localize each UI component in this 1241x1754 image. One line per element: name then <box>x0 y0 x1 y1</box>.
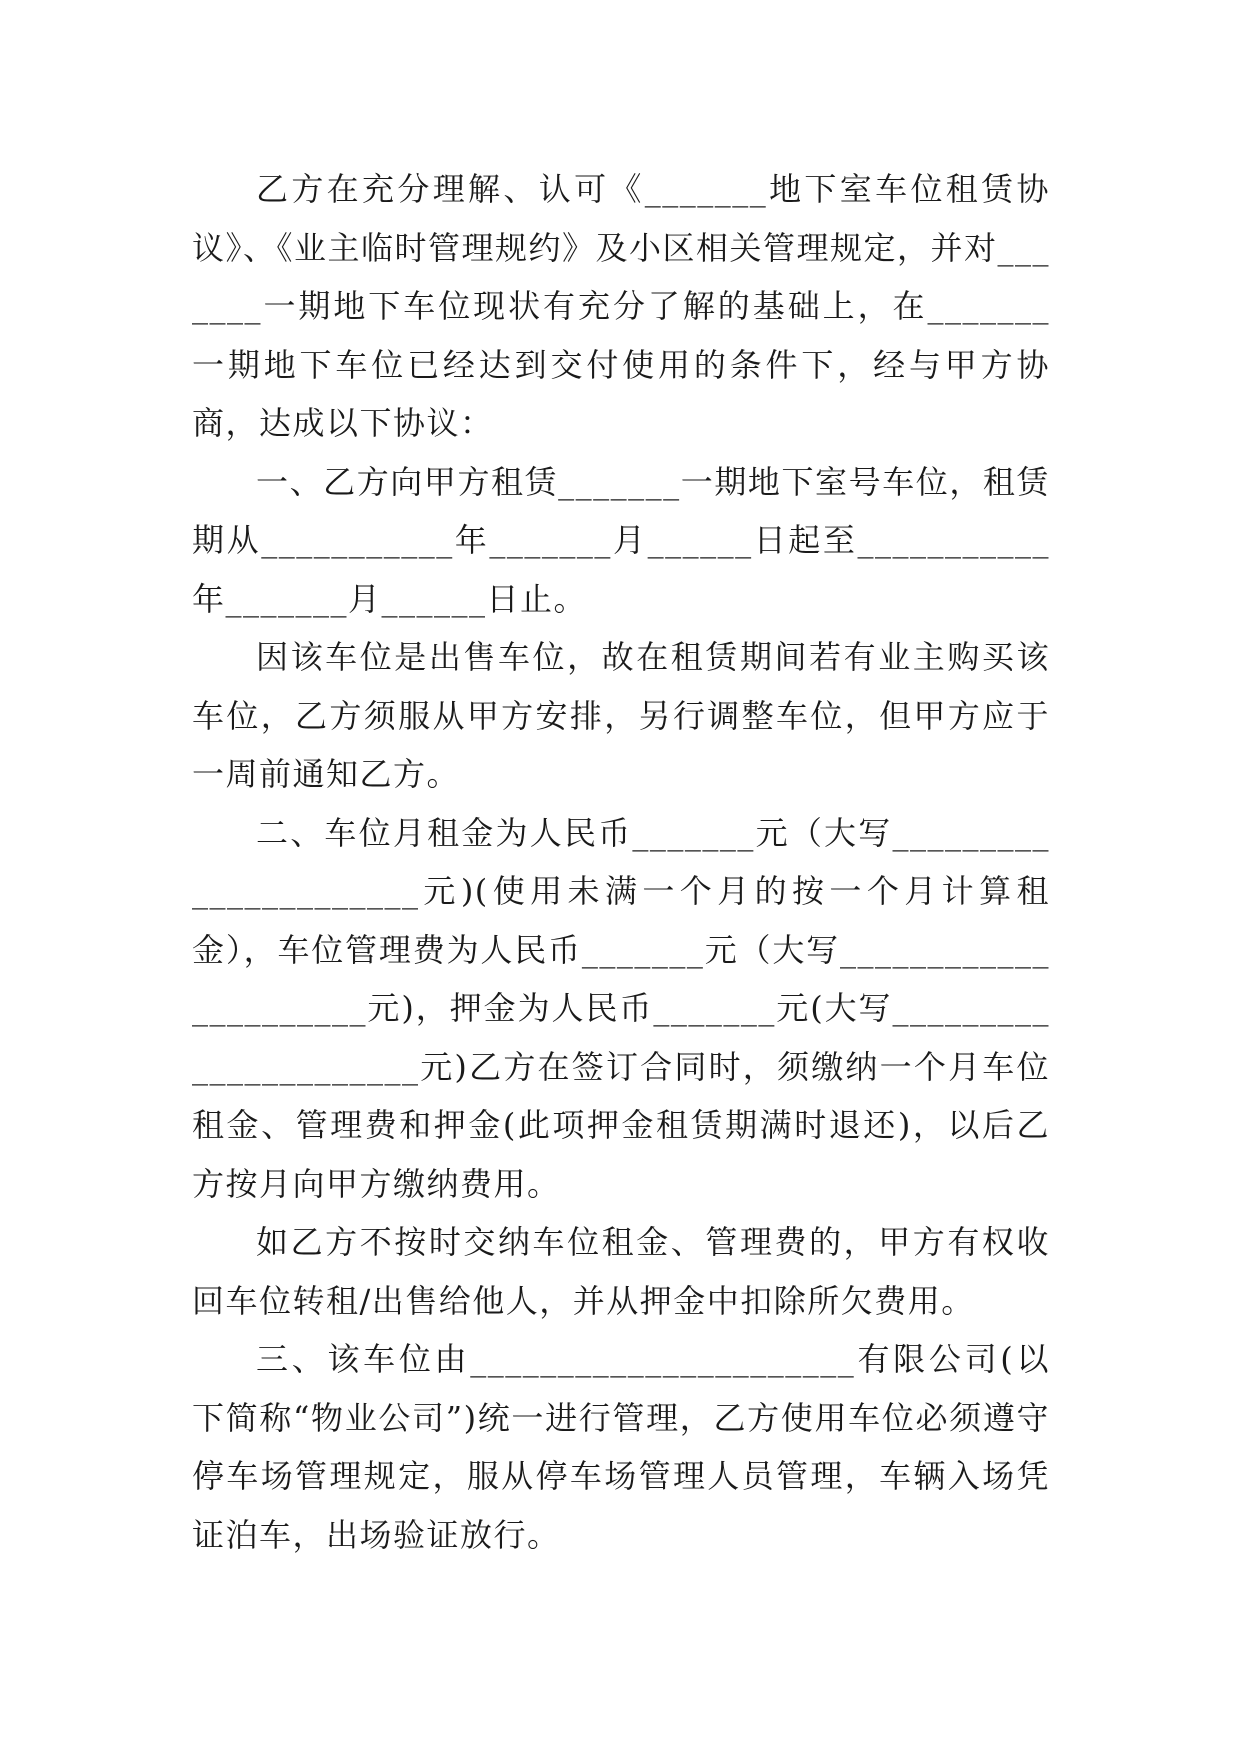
paragraph-clause-2-note: 如乙方不按时交纳车位租金、管理费的，甲方有权收回车位转租/出售给他人，并从押金中扣除所欠费用。 <box>192 1223 1050 1320</box>
paragraph-clause-3: 三、该车位由______________________有限公司(以下简称“物业公司”)统一进行管理，乙方使用车位必须遵守停车场管理规定，服从停车场管理人员管理，车辆入场凭证泊车，出场验证放行。 <box>192 1340 1050 1554</box>
paragraph-clause-1: 一、乙方向甲方租赁_______一期地下室号车位，租赁期从___________年_______月______日起至___________年_______月______日止。 <box>192 462 1050 618</box>
document-body <box>192 160 1050 1564</box>
paragraph-clause-1-note: 因该车位是出售车位，故在租赁期间若有业主购买该车位，乙方须服从甲方安排，另行调整车位，但甲方应于一周前通知乙方。 <box>192 638 1050 793</box>
paragraph-clause-2: 二、车位月租金为人民币_______元（大写______________________元)(使用未满一个月的按一个月计算租金），车位管理费为人民币_______元（大写______________________元)，押金为人民币_______元(大写______________________元)乙方在签订合同时，须缴纳一个月车位租金、管理费和押金(此项押金租赁期满时退还)，以后乙方按月向甲方缴纳费用。 <box>192 813 1050 1203</box>
paragraph-preamble: 乙方在充分理解、认可《_______地下室车位租赁协议》、《业主临时管理规约》及小区相关管理规定，并对_______一期地下车位现状有充分了解的基础上，在_______一期地下车位已经达到交付使用的条件下，经与甲方协商，达成以下协议： <box>192 170 1051 442</box>
